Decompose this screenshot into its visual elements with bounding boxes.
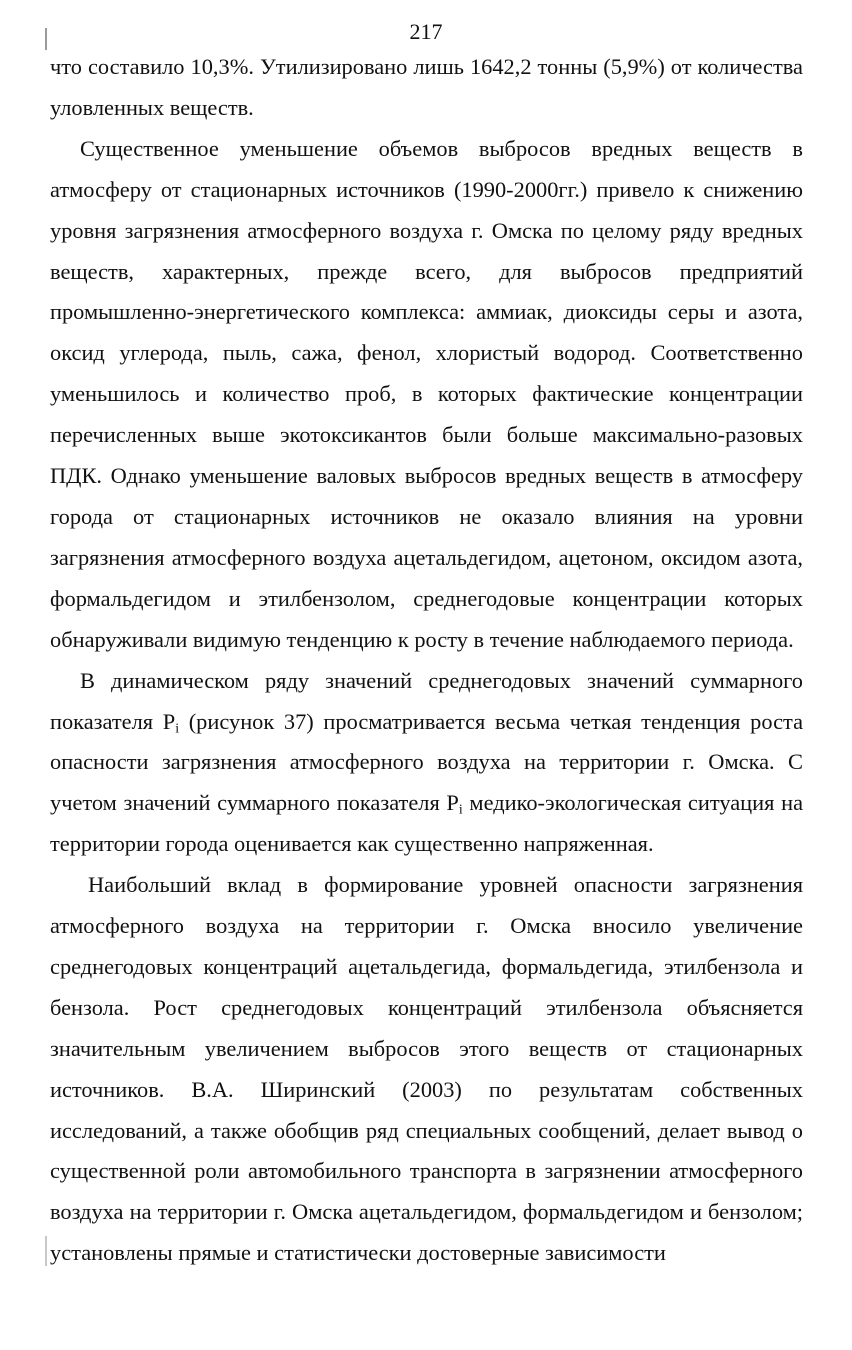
paragraph-3-part-1: В динамическом ряду значений среднегодовых значений суммарного показателя P [50, 667, 803, 734]
scan-edge-mark-bottom [45, 1236, 47, 1266]
paragraph-3 [50, 661, 803, 866]
page-body [50, 47, 803, 1274]
subscript-i-1: i [175, 720, 180, 736]
subscript-i-2: i [458, 802, 463, 818]
paragraph-3-part-2: (рисунок 37) просматривается весьма четкая тенденция роста опасности загрязнения атмосферного воздуха на территории г. Омска. С учетом значений суммарного показателя P [50, 708, 804, 816]
paragraph-2: Существенное уменьшение объемов выбросов вредных веществ в атмосферу от стационарных источников (1990-2000гг.) привело к снижению уровня загрязнения атмосферного воздуха г. Омска по целому ряду вредных веществ, характерных, прежде всего, для выбросов предприятий промышленно-энергетического комплекса: аммиак, диоксиды серы и азота, оксид углерода, пыль, сажа, фенол, хлористый водород. Соответственно уменьшилось и количество проб, в которых фактические концентрации перечисленных выше экотоксикантов были больше максимально-разовых ПДК. Однако уменьшение валовых выбросов вредных веществ в атмосферу города от стационарных источников не оказало влияния на уровни загрязнения атмосферного воздуха ацетальдегидом, ацетоном, оксидом азота, формальдегидом и этилбензолом, среднегодовые концентрации которых обнаруживали видимую тенденцию к росту в течение наблюдаемого периода. [50, 135, 803, 652]
paragraph-4: Наибольший вклад в формирование уровней опасности загрязнения атмосферного воздуха на территории г. Омска вносило увеличение среднегодовых концентраций ацетальдегида, формальдегида, этилбензола и бензола. Рост среднегодовых концентраций этилбензола объясняется значительным увеличением выбросов этого веществ от стационарных источников. В.А. Ширинский (2003) по результатам собственных исследований, а также обобщив ряд специальных сообщений, делает вывод о существенной роли автомобильного транспорта в загрязнении атмосферного воздуха на территории г. Омска ацетальдегидом, формальдегидом и бензолом; установлены прямые и статистически достоверные зависимости [50, 872, 803, 1266]
paragraph-3-part-3: медико-экологическая ситуация на территории города оценивается как существенно напряженная. [50, 790, 804, 857]
paragraph-1: что составило 10,3%. Утилизировано лишь 1642,2 тонны (5,9%) от количества уловленных веществ. [50, 54, 803, 120]
page-number: 217 [409, 19, 443, 44]
